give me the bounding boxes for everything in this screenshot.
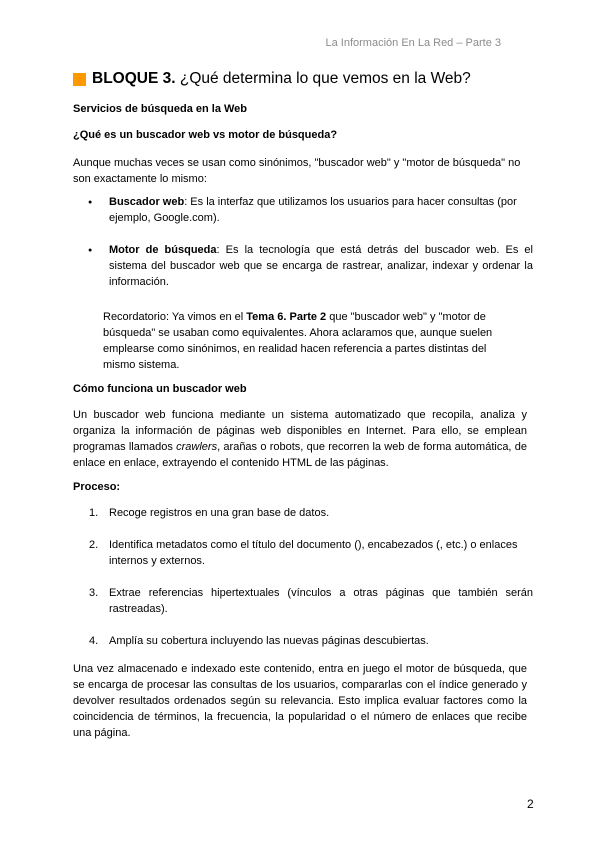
step-text: Recoge registros en una gran base de datos. (109, 507, 330, 519)
step-number: 4. (89, 635, 99, 647)
step-text: Extrae referencias hipertextuales (vínculos a otras páginas que también serán rastreadas). (109, 587, 533, 615)
how-works-post: , arañas o robots, que recorren la web de forma automática, de enlace en enlace, extrayendo el contenido HTML de las páginas. (73, 441, 527, 469)
process-step (73, 505, 533, 521)
how-works-pre: Un buscador web funciona mediante un sistema automatizado que recopila, analiza y organiza la información de páginas web disponibles en Internet. Para ello, se emplean programas llamados (73, 409, 527, 453)
bullet-term: Buscador web (109, 196, 185, 208)
orange-square-icon (73, 73, 86, 86)
bullet-text: : Es la tecnología que está detrás del buscador web. Es el sistema del buscador web que se encarga de rastrear, analizar, indexar y ordenar la información. (109, 244, 533, 288)
process-step (73, 633, 533, 649)
bullet-term: Motor de búsqueda (109, 244, 217, 256)
reminder-bold: Tema 6. Parte 2 (246, 311, 327, 323)
definition-list (73, 194, 533, 290)
process-step (73, 537, 533, 569)
section-heading: Servicios de búsqueda en la Web (73, 103, 248, 115)
page-title (73, 70, 471, 88)
title-rest: ¿Qué determina lo que vemos en la Web? (175, 70, 471, 87)
subsection-heading-funciona: Cómo funciona un buscador web (73, 383, 247, 395)
step-text: Identifica metadatos como el título del documento (), encabezados (, etc.) o enlaces internos y externos. (109, 539, 518, 567)
reminder-post: que "buscador web" y "motor de búsqueda" se usaban como equivalentes. Ahora aclaramos que, aunque suelen emplearse como sinónimos, en realidad hacen referencia a partes distintas del mismo sistema. (103, 311, 493, 371)
bullet-text: : Es la interfaz que utilizamos los usuarios para hacer consultas (por ejemplo, Google.com). (109, 196, 517, 224)
reminder-note (103, 309, 498, 373)
subsection-heading-buscador: ¿Qué es un buscador web vs motor de búsqueda? (73, 129, 338, 141)
how-works-italic: crawlers (176, 441, 218, 453)
reminder-pre: Recordatorio: Ya vimos en el (103, 311, 247, 323)
step-text: Amplía su cobertura incluyendo las nuevas páginas descubiertas. (109, 635, 429, 647)
step-number: 3. (89, 587, 99, 599)
bullet-item (73, 242, 533, 290)
title-bold: BLOQUE 3. (92, 70, 176, 87)
process-step (73, 585, 533, 617)
closing-paragraph: Una vez almacenado e indexado este contenido, entra en juego el motor de búsqueda, que se encarga de procesar las consultas de los usuarios, compararlas con el índice generado y devolver resultados ordenados según su relevancia. Esto implica evaluar factores como la coincidencia de términos, la frecuencia, la popularidad o el número de enlaces que recibe una página. (73, 663, 527, 739)
bullet-item (73, 194, 533, 226)
page-number: 2 (527, 797, 534, 811)
step-number: 2. (89, 539, 99, 551)
step-number: 1. (89, 507, 99, 519)
running-header: La Información En La Red – Parte 3 (325, 37, 501, 49)
process-steps (73, 505, 533, 649)
intro-paragraph: Aunque muchas veces se usan como sinónimos, "buscador web" y "motor de búsqueda" no son exactamente lo mismo: (73, 157, 521, 185)
process-heading: Proceso: (73, 481, 121, 493)
how-works-paragraph (73, 407, 527, 471)
